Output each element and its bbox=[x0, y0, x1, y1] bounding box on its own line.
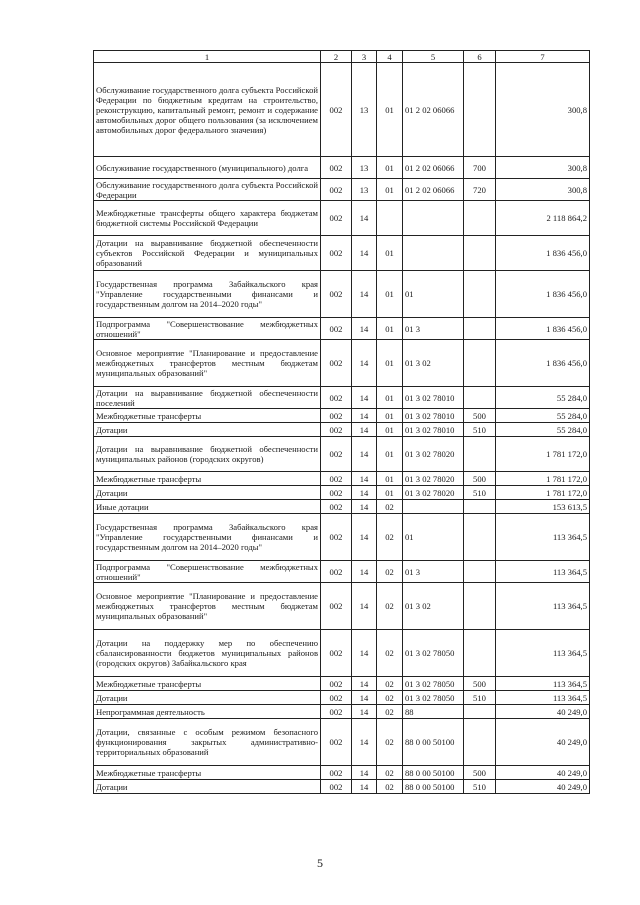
row-subsection-cell: 01 bbox=[377, 486, 403, 500]
row-section-cell: 14 bbox=[352, 677, 377, 691]
row-section-cell: 14 bbox=[352, 271, 377, 318]
row-section-cell: 14 bbox=[352, 630, 377, 677]
row-section-cell: 13 bbox=[352, 63, 377, 157]
row-ministry-cell: 002 bbox=[321, 423, 352, 437]
row-expense-type-cell: 510 bbox=[464, 423, 496, 437]
table-row bbox=[94, 561, 590, 583]
row-amount-cell: 113 364,5 bbox=[496, 583, 590, 630]
row-target-article-cell bbox=[403, 201, 464, 236]
row-amount-cell: 40 249,0 bbox=[496, 719, 590, 766]
row-target-article-cell: 88 0 00 50100 bbox=[403, 719, 464, 766]
row-target-article-cell: 01 3 bbox=[403, 561, 464, 583]
row-ministry-cell: 002 bbox=[321, 780, 352, 794]
row-name-cell: Государственная программа Забайкальского края "Управление государственными финансами и государственным долгом на 2014–2020 годы" bbox=[94, 514, 321, 561]
table-row bbox=[94, 409, 590, 423]
row-amount-cell: 113 364,5 bbox=[496, 691, 590, 705]
table-header-row bbox=[94, 51, 590, 63]
row-amount-cell: 300,8 bbox=[496, 179, 590, 201]
row-ministry-cell: 002 bbox=[321, 437, 352, 472]
table-row bbox=[94, 486, 590, 500]
row-expense-type-cell bbox=[464, 340, 496, 387]
row-expense-type-cell bbox=[464, 236, 496, 271]
row-ministry-cell: 002 bbox=[321, 500, 352, 514]
row-target-article-cell bbox=[403, 500, 464, 514]
row-ministry-cell: 002 bbox=[321, 486, 352, 500]
row-expense-type-cell bbox=[464, 705, 496, 719]
row-amount-cell: 55 284,0 bbox=[496, 387, 590, 409]
row-name-cell: Подпрограмма "Совершенствование межбюджетных отношений" bbox=[94, 561, 321, 583]
table-row bbox=[94, 691, 590, 705]
row-target-article-cell: 01 3 02 78050 bbox=[403, 677, 464, 691]
row-target-article-cell: 01 3 02 78020 bbox=[403, 437, 464, 472]
row-section-cell: 14 bbox=[352, 583, 377, 630]
row-section-cell: 14 bbox=[352, 387, 377, 409]
row-expense-type-cell: 500 bbox=[464, 409, 496, 423]
row-ministry-cell: 002 bbox=[321, 766, 352, 780]
row-ministry-cell: 002 bbox=[321, 179, 352, 201]
row-target-article-cell: 01 2 02 06066 bbox=[403, 157, 464, 179]
row-subsection-cell: 02 bbox=[377, 766, 403, 780]
row-name-cell: Межбюджетные трансферты bbox=[94, 677, 321, 691]
row-name-cell: Дотации bbox=[94, 780, 321, 794]
row-subsection-cell: 02 bbox=[377, 583, 403, 630]
row-expense-type-cell bbox=[464, 387, 496, 409]
table-row bbox=[94, 437, 590, 472]
row-section-cell: 14 bbox=[352, 472, 377, 486]
row-name-cell: Непрограммная деятельность bbox=[94, 705, 321, 719]
row-name-cell: Подпрограмма "Совершенствование межбюджетных отношений" bbox=[94, 318, 321, 340]
row-section-cell: 14 bbox=[352, 691, 377, 705]
row-target-article-cell: 01 2 02 06066 bbox=[403, 179, 464, 201]
row-name-cell: Межбюджетные трансферты bbox=[94, 472, 321, 486]
table-row bbox=[94, 387, 590, 409]
row-expense-type-cell bbox=[464, 630, 496, 677]
table-row bbox=[94, 63, 590, 157]
table-row bbox=[94, 423, 590, 437]
row-target-article-cell: 01 3 02 bbox=[403, 583, 464, 630]
row-name-cell: Обслуживание государственного долга субъекта Российской Федерации bbox=[94, 179, 321, 201]
row-ministry-cell: 002 bbox=[321, 271, 352, 318]
header-cell: 5 bbox=[403, 51, 464, 63]
row-subsection-cell: 01 bbox=[377, 318, 403, 340]
table-row bbox=[94, 583, 590, 630]
row-expense-type-cell bbox=[464, 500, 496, 514]
header-cell: 7 bbox=[496, 51, 590, 63]
row-expense-type-cell: 500 bbox=[464, 766, 496, 780]
row-target-article-cell: 01 bbox=[403, 514, 464, 561]
row-ministry-cell: 002 bbox=[321, 409, 352, 423]
row-target-article-cell bbox=[403, 236, 464, 271]
row-name-cell: Дотации на выравнивание бюджетной обеспеченности поселений bbox=[94, 387, 321, 409]
table-row bbox=[94, 472, 590, 486]
row-subsection-cell: 01 bbox=[377, 157, 403, 179]
row-section-cell: 14 bbox=[352, 236, 377, 271]
row-expense-type-cell: 510 bbox=[464, 486, 496, 500]
row-ministry-cell: 002 bbox=[321, 340, 352, 387]
header-cell: 1 bbox=[94, 51, 321, 63]
row-expense-type-cell: 510 bbox=[464, 691, 496, 705]
row-expense-type-cell bbox=[464, 63, 496, 157]
row-ministry-cell: 002 bbox=[321, 472, 352, 486]
row-target-article-cell: 01 3 02 bbox=[403, 340, 464, 387]
row-subsection-cell: 01 bbox=[377, 179, 403, 201]
row-section-cell: 14 bbox=[352, 201, 377, 236]
row-ministry-cell: 002 bbox=[321, 691, 352, 705]
row-ministry-cell: 002 bbox=[321, 705, 352, 719]
row-section-cell: 13 bbox=[352, 157, 377, 179]
row-amount-cell: 55 284,0 bbox=[496, 409, 590, 423]
table-row bbox=[94, 780, 590, 794]
row-section-cell: 13 bbox=[352, 179, 377, 201]
row-name-cell: Государственная программа Забайкальского края "Управление государственными финансами и государственным долгом на 2014–2020 годы" bbox=[94, 271, 321, 318]
row-name-cell: Дотации на поддержку мер по обеспечению сбалансированности бюджетов муниципальных районов (городских округов) Забайкальского края bbox=[94, 630, 321, 677]
row-section-cell: 14 bbox=[352, 514, 377, 561]
header-cell: 4 bbox=[377, 51, 403, 63]
row-amount-cell: 1 836 456,0 bbox=[496, 340, 590, 387]
row-target-article-cell: 01 3 02 78050 bbox=[403, 691, 464, 705]
row-ministry-cell: 002 bbox=[321, 719, 352, 766]
row-amount-cell: 1 781 172,0 bbox=[496, 472, 590, 486]
row-subsection-cell: 02 bbox=[377, 677, 403, 691]
table-row bbox=[94, 630, 590, 677]
row-expense-type-cell bbox=[464, 201, 496, 236]
row-expense-type-cell: 510 bbox=[464, 780, 496, 794]
table-row bbox=[94, 157, 590, 179]
table-row bbox=[94, 236, 590, 271]
row-subsection-cell: 02 bbox=[377, 691, 403, 705]
row-subsection-cell: 02 bbox=[377, 705, 403, 719]
table-row bbox=[94, 677, 590, 691]
row-subsection-cell: 01 bbox=[377, 236, 403, 271]
row-name-cell: Иные дотации bbox=[94, 500, 321, 514]
row-expense-type-cell bbox=[464, 271, 496, 318]
table-row bbox=[94, 719, 590, 766]
row-amount-cell: 40 249,0 bbox=[496, 780, 590, 794]
row-ministry-cell: 002 bbox=[321, 677, 352, 691]
row-expense-type-cell bbox=[464, 437, 496, 472]
row-name-cell: Дотации bbox=[94, 486, 321, 500]
row-subsection-cell: 01 bbox=[377, 340, 403, 387]
row-amount-cell: 55 284,0 bbox=[496, 423, 590, 437]
table-row bbox=[94, 271, 590, 318]
row-target-article-cell: 01 3 bbox=[403, 318, 464, 340]
row-amount-cell: 1 836 456,0 bbox=[496, 236, 590, 271]
row-amount-cell: 1 836 456,0 bbox=[496, 318, 590, 340]
row-expense-type-cell bbox=[464, 719, 496, 766]
row-amount-cell: 153 613,5 bbox=[496, 500, 590, 514]
row-amount-cell: 1 781 172,0 bbox=[496, 486, 590, 500]
row-section-cell: 14 bbox=[352, 500, 377, 514]
row-subsection-cell: 02 bbox=[377, 561, 403, 583]
row-subsection-cell: 01 bbox=[377, 271, 403, 318]
row-target-article-cell: 01 3 02 78050 bbox=[403, 630, 464, 677]
row-subsection-cell: 02 bbox=[377, 630, 403, 677]
row-subsection-cell: 02 bbox=[377, 514, 403, 561]
row-expense-type-cell bbox=[464, 583, 496, 630]
row-expense-type-cell: 500 bbox=[464, 472, 496, 486]
row-target-article-cell: 01 3 02 78010 bbox=[403, 423, 464, 437]
row-target-article-cell: 01 2 02 06066 bbox=[403, 63, 464, 157]
row-amount-cell: 1 836 456,0 bbox=[496, 271, 590, 318]
row-ministry-cell: 002 bbox=[321, 63, 352, 157]
row-amount-cell: 2 118 864,2 bbox=[496, 201, 590, 236]
row-ministry-cell: 002 bbox=[321, 630, 352, 677]
row-expense-type-cell bbox=[464, 318, 496, 340]
row-target-article-cell: 01 3 02 78010 bbox=[403, 387, 464, 409]
table-row bbox=[94, 705, 590, 719]
row-section-cell: 14 bbox=[352, 705, 377, 719]
table-row bbox=[94, 766, 590, 780]
row-subsection-cell: 01 bbox=[377, 387, 403, 409]
row-target-article-cell: 01 3 02 78020 bbox=[403, 472, 464, 486]
row-subsection-cell: 02 bbox=[377, 780, 403, 794]
table-row bbox=[94, 318, 590, 340]
row-expense-type-cell bbox=[464, 561, 496, 583]
row-expense-type-cell: 700 bbox=[464, 157, 496, 179]
row-section-cell: 14 bbox=[352, 318, 377, 340]
table-row bbox=[94, 514, 590, 561]
row-ministry-cell: 002 bbox=[321, 583, 352, 630]
row-target-article-cell: 88 bbox=[403, 705, 464, 719]
row-name-cell: Дотации на выравнивание бюджетной обеспеченности субъектов Российской Федерации и муниципальных образований bbox=[94, 236, 321, 271]
row-amount-cell: 113 364,5 bbox=[496, 630, 590, 677]
table-row bbox=[94, 340, 590, 387]
budget-table bbox=[93, 50, 590, 794]
row-section-cell: 14 bbox=[352, 561, 377, 583]
row-ministry-cell: 002 bbox=[321, 201, 352, 236]
row-amount-cell: 113 364,5 bbox=[496, 677, 590, 691]
header-cell: 6 bbox=[464, 51, 496, 63]
row-ministry-cell: 002 bbox=[321, 236, 352, 271]
row-name-cell: Межбюджетные трансферты bbox=[94, 766, 321, 780]
row-amount-cell: 300,8 bbox=[496, 63, 590, 157]
row-subsection-cell: 01 bbox=[377, 437, 403, 472]
row-subsection-cell: 01 bbox=[377, 472, 403, 486]
row-subsection-cell: 02 bbox=[377, 719, 403, 766]
row-section-cell: 14 bbox=[352, 719, 377, 766]
row-ministry-cell: 002 bbox=[321, 561, 352, 583]
row-name-cell: Дотации на выравнивание бюджетной обеспеченности муниципальных районов (городских округов) bbox=[94, 437, 321, 472]
row-name-cell: Основное мероприятие "Планирование и предоставление межбюджетных трансфертов местным бюджетам муниципальных образований" bbox=[94, 340, 321, 387]
row-name-cell: Межбюджетные трансферты bbox=[94, 409, 321, 423]
row-expense-type-cell: 720 bbox=[464, 179, 496, 201]
row-amount-cell: 113 364,5 bbox=[496, 514, 590, 561]
row-expense-type-cell: 500 bbox=[464, 677, 496, 691]
row-section-cell: 14 bbox=[352, 409, 377, 423]
row-ministry-cell: 002 bbox=[321, 318, 352, 340]
table-body bbox=[94, 63, 590, 794]
row-target-article-cell: 01 bbox=[403, 271, 464, 318]
header-cell: 3 bbox=[352, 51, 377, 63]
row-amount-cell: 40 249,0 bbox=[496, 766, 590, 780]
row-ministry-cell: 002 bbox=[321, 157, 352, 179]
row-amount-cell: 300,8 bbox=[496, 157, 590, 179]
row-name-cell: Дотации, связанные с особым режимом безопасного функционирования закрытых административно-территориальных образований bbox=[94, 719, 321, 766]
row-name-cell: Основное мероприятие "Планирование и предоставление межбюджетных трансфертов местным бюджетам муниципальных образований" bbox=[94, 583, 321, 630]
row-section-cell: 14 bbox=[352, 437, 377, 472]
row-section-cell: 14 bbox=[352, 340, 377, 387]
row-name-cell: Обслуживание государственного (муниципального) долга bbox=[94, 157, 321, 179]
row-amount-cell: 1 781 172,0 bbox=[496, 437, 590, 472]
row-section-cell: 14 bbox=[352, 766, 377, 780]
table-row bbox=[94, 500, 590, 514]
page-number: 5 bbox=[317, 856, 323, 870]
header-cell: 2 bbox=[321, 51, 352, 63]
row-name-cell: Дотации bbox=[94, 691, 321, 705]
row-name-cell: Межбюджетные трансферты общего характера бюджетам бюджетной системы Российской Федерации bbox=[94, 201, 321, 236]
row-section-cell: 14 bbox=[352, 423, 377, 437]
row-name-cell: Дотации bbox=[94, 423, 321, 437]
table-row bbox=[94, 201, 590, 236]
row-ministry-cell: 002 bbox=[321, 514, 352, 561]
row-ministry-cell: 002 bbox=[321, 387, 352, 409]
row-subsection-cell: 01 bbox=[377, 423, 403, 437]
row-subsection-cell: 02 bbox=[377, 500, 403, 514]
row-name-cell: Обслуживание государственного долга субъекта Российской Федерации по бюджетным кредитам на строительство, реконструкцию, капитальный ремонт, ремонт и содержание автомобильных дорог общего пользования (за исключением автомобильных дорог федерального значения) bbox=[94, 63, 321, 157]
row-target-article-cell: 01 3 02 78010 bbox=[403, 409, 464, 423]
row-target-article-cell: 88 0 00 50100 bbox=[403, 780, 464, 794]
row-target-article-cell: 01 3 02 78020 bbox=[403, 486, 464, 500]
row-amount-cell: 40 249,0 bbox=[496, 705, 590, 719]
row-section-cell: 14 bbox=[352, 486, 377, 500]
row-section-cell: 14 bbox=[352, 780, 377, 794]
row-amount-cell: 113 364,5 bbox=[496, 561, 590, 583]
row-target-article-cell: 88 0 00 50100 bbox=[403, 766, 464, 780]
row-subsection-cell: 01 bbox=[377, 409, 403, 423]
row-subsection-cell: 01 bbox=[377, 63, 403, 157]
row-expense-type-cell bbox=[464, 514, 496, 561]
table-row bbox=[94, 179, 590, 201]
row-subsection-cell bbox=[377, 201, 403, 236]
